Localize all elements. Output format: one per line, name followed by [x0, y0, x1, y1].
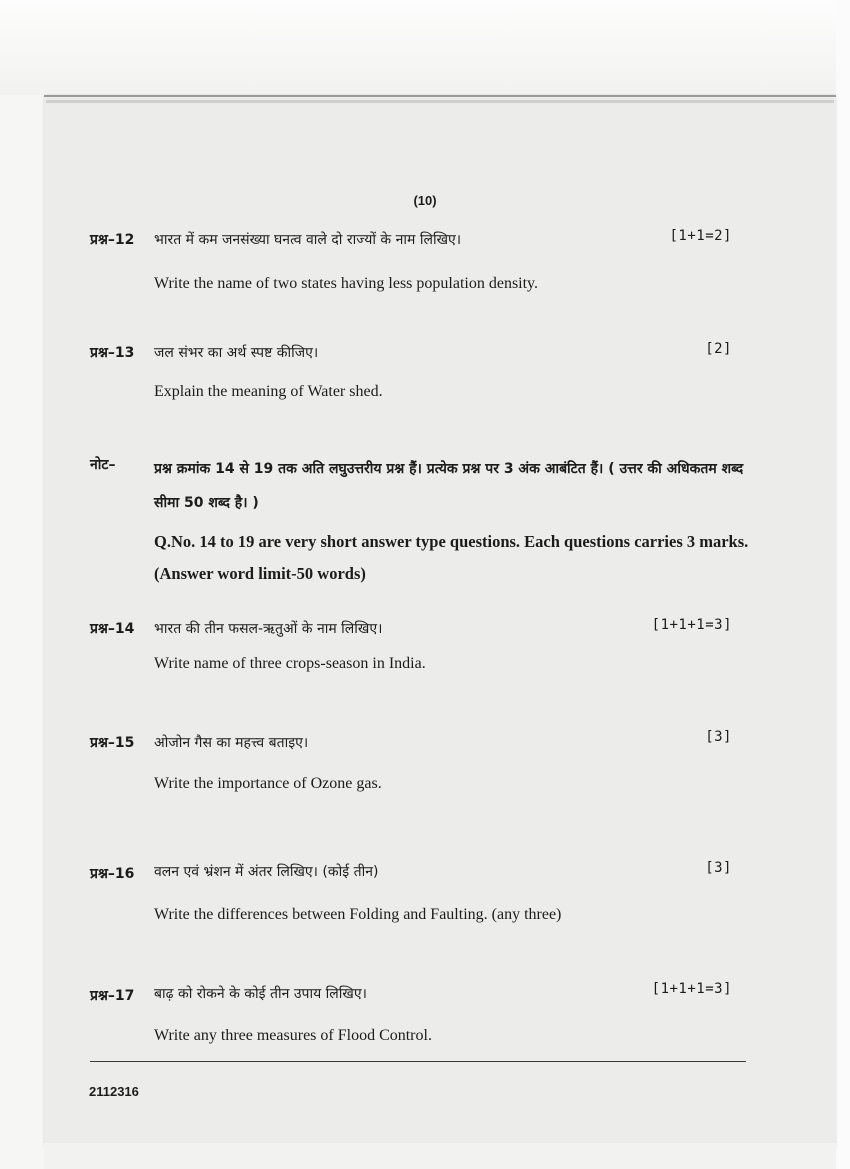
question-14-hindi: भारत की तीन फसल-ऋतुओं के नाम लिखिए। — [154, 621, 383, 637]
scan-background-right — [836, 0, 850, 1169]
question-14-label: प्रश्न–14 — [90, 621, 135, 637]
question-15-marks: [3] — [705, 729, 732, 745]
question-14-marks: [1+1+1=3] — [651, 617, 732, 633]
question-15-hindi: ओजोन गैस का महत्त्व बताइए। — [154, 735, 309, 751]
question-15-english: Write the importance of Ozone gas. — [154, 775, 382, 792]
question-12-label: प्रश्न–12 — [90, 232, 135, 248]
question-17-marks: [1+1+1=3] — [651, 981, 732, 997]
footer-rule — [90, 1061, 746, 1062]
question-12-english: Write the name of two states having less population density. — [154, 275, 539, 292]
note-label: नोट– — [90, 457, 116, 473]
question-12-marks: [1+1=2] — [669, 228, 732, 244]
note-hindi: प्रश्न क्रमांक 14 से 19 तक अति लघुउत्तरीय प्रश्न हैं। प्रत्येक प्रश्न पर 3 अंक आबंटित हैं। ( उत्तर की अधिकतम शब्द सीमा 50 शब्द है। ) — [154, 461, 744, 511]
page-number: (10) — [413, 193, 437, 208]
scan-background-bottom — [44, 1143, 836, 1169]
question-17-hindi: बाढ़ को रोकने के कोई तीन उपाय लिखिए। — [154, 986, 367, 1002]
paper-top-edge — [46, 100, 834, 103]
scan-background-top — [0, 0, 850, 95]
question-15-label: प्रश्न–15 — [90, 735, 135, 751]
question-16-hindi: वलन एवं भ्रंशन में अंतर लिखिए। (कोई तीन) — [154, 864, 379, 880]
question-12-hindi: भारत में कम जनसंख्या घनत्व वाले दो राज्यों के नाम लिखिए। — [154, 232, 462, 248]
question-16-label: प्रश्न–16 — [90, 866, 135, 882]
question-17-label: प्रश्न–17 — [90, 988, 135, 1004]
question-14-english: Write name of three crops-season in India. — [154, 655, 426, 672]
question-17-english: Write any three measures of Flood Control. — [154, 1027, 432, 1044]
question-13-label: प्रश्न–13 — [90, 345, 135, 361]
question-16-marks: [3] — [705, 860, 732, 876]
question-16-english: Write the differences between Folding and Faulting. (any three) — [154, 906, 562, 923]
note-english: Q.No. 14 to 19 are very short answer type questions. Each questions carries 3 marks. (Answer word limit-50 words) — [154, 532, 749, 583]
question-13-hindi: जल संभर का अर्थ स्पष्ट कीजिए। — [154, 345, 319, 361]
paper-code: 2112316 — [89, 1084, 139, 1099]
question-13-english: Explain the meaning of Water shed. — [154, 383, 383, 400]
question-13-marks: [2] — [705, 341, 732, 357]
